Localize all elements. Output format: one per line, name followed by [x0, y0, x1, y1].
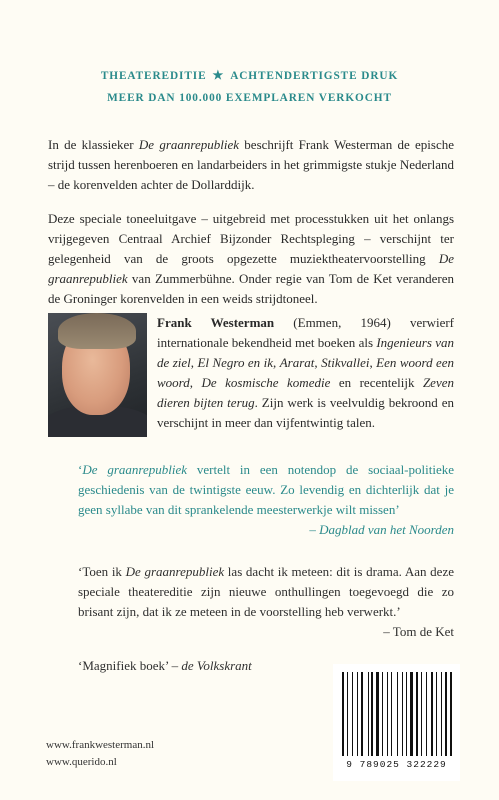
- text-run: Deze speciale toneeluitgave – uitgebreid met processtukken uit het onlangs vrijgegeven Centraal Archief Bijzonder Rechtspleging – verschijnt ter gelegenheid van de groots opgezette muziektheatervoorstelling: [48, 211, 454, 266]
- barcode-bar: [427, 672, 430, 756]
- edition-label: THEATEREDITIE: [100, 70, 207, 82]
- book-title: Een woord een woord: [157, 355, 455, 390]
- book-title: Stikvallei: [321, 355, 370, 370]
- author-bio: [157, 313, 454, 433]
- isbn-number: 9 789025 322229: [346, 759, 447, 770]
- barcode-bar: [421, 672, 422, 756]
- photo-hair: [58, 313, 136, 349]
- barcode-bar: [371, 672, 373, 756]
- isbn-barcode: [333, 664, 460, 781]
- barcode-bar: [397, 672, 398, 756]
- barcode-bar: [419, 672, 420, 756]
- publisher-website: www.querido.nl: [46, 756, 117, 768]
- book-title: El Negro en ik: [197, 355, 274, 370]
- quote-attribution: – Tom de Ket: [383, 624, 454, 639]
- header-line-1: [0, 64, 499, 87]
- text-run: beschrijft Frank Westerman de epische strijd tussen herenboeren en landarbeiders in het grimmigste stukje Nederland – de korenvelden achter de Dollarddijk.: [48, 137, 455, 192]
- barcode-bar: [345, 672, 346, 756]
- barcode-bar: [402, 672, 403, 756]
- text-run: ,: [190, 355, 198, 370]
- author-website: www.frankwesterman.nl: [46, 739, 155, 751]
- author-name: Frank Westerman: [157, 315, 275, 330]
- barcode-bar: [374, 672, 375, 756]
- barcode-bar: [376, 672, 379, 756]
- author-photo: [48, 313, 147, 437]
- website-links: [46, 737, 154, 771]
- barcode-bar: [408, 672, 409, 756]
- barcode-bar: [347, 672, 348, 756]
- barcode-bar: [380, 672, 381, 756]
- quote-dagblad: [78, 460, 454, 520]
- barcode-bar: [406, 672, 408, 756]
- barcode-bar: [416, 672, 418, 756]
- author-section: [48, 313, 454, 433]
- barcode-bar: [352, 672, 353, 756]
- book-title: Ararat: [279, 355, 315, 370]
- barcode-bar: [354, 672, 356, 756]
- text-run: vertelt in een notendop de sociaal-politieke geschiedenis van de twintigste eeuw. Zo levendig en dichterlijk dat je geen syllabe van dit sprankelende meesterwerkje wilt missen’: [78, 462, 454, 517]
- barcode-bars: [342, 672, 452, 756]
- barcode-bar: [399, 672, 401, 756]
- book-title: Ingenieurs van de ziel: [157, 335, 454, 370]
- text-run: las dacht ik meteen: dit is drama. Aan deze speciale theatereditie zijn nieuwe onthullingen toegevoegd die zo brisant zijn, dat ik ze meteen in de voorstelling heb verwerkt.’: [78, 564, 454, 619]
- intro-paragraph-1: [48, 135, 454, 195]
- text-run: ,: [314, 355, 322, 370]
- text-run: In de klassieker: [48, 137, 139, 152]
- print-run-label: ACHTENDERTIGSTE DRUK: [230, 70, 399, 82]
- barcode-bar: [382, 672, 383, 756]
- text-run: (Emmen, 1964) verwierf internationale bekendheid met boeken als: [157, 315, 454, 350]
- text-run: ‘Magnifiek boek’: [78, 658, 169, 673]
- book-title: De kosmische komedie: [201, 375, 331, 390]
- barcode-bar: [387, 672, 389, 756]
- header-line-2: MEER DAN 100.000 EXEMPLAREN VERKOCHT: [107, 92, 392, 104]
- review-quotes: [78, 460, 454, 676]
- barcode-bar: [359, 672, 360, 756]
- barcode-bar: [443, 672, 444, 756]
- quote-source: – Dagblad van het Noorden: [309, 522, 454, 537]
- barcode-bar: [370, 672, 371, 756]
- barcode-bar: [410, 672, 413, 756]
- barcode-bar: [342, 672, 344, 756]
- intro-text: [48, 135, 454, 323]
- barcode-bar: [426, 672, 427, 756]
- book-title: De graanrepubliek: [82, 462, 188, 477]
- barcode-bar: [389, 672, 390, 756]
- barcode-bar: [404, 672, 405, 756]
- barcode-bar: [436, 672, 437, 756]
- text-run: ‘Toen ik: [78, 564, 126, 579]
- edition-header: [0, 64, 499, 109]
- text-run: en recentelijk: [330, 375, 423, 390]
- barcode-bar: [384, 672, 386, 756]
- book-title: Zeven dieren bijten terug: [157, 375, 454, 410]
- text-run: ‘: [78, 462, 83, 477]
- barcode-bar: [393, 672, 396, 756]
- barcode-bar: [448, 672, 449, 756]
- text-run: –: [168, 658, 182, 673]
- book-title: De graanrepubliek: [125, 564, 225, 579]
- text-run: ,: [189, 375, 202, 390]
- quote-source: de Volkskrant: [181, 658, 252, 673]
- quote-tom-de-ket: [78, 562, 454, 642]
- barcode-bar: [368, 672, 369, 756]
- quote-attribution: [78, 520, 454, 540]
- text-run: ,: [273, 355, 280, 370]
- text-run: ,: [369, 355, 377, 370]
- intro-paragraph-2: [48, 209, 454, 309]
- barcode-bar: [364, 672, 367, 756]
- barcode-bar: [431, 672, 433, 756]
- barcode-bar: [450, 672, 452, 756]
- book-title: De graanrepubliek: [48, 251, 454, 286]
- barcode-bar: [414, 672, 415, 756]
- barcode-bar: [438, 672, 440, 756]
- text-run: . Zijn werk is veelvuldig bekroond en verschijnt in meer dan vijfentwintig talen.: [157, 395, 454, 430]
- text-run: van Zummerbühne. Onder regie van Tom de Ket veranderen de Groninger korenvelden in een weids strijdtoneel.: [48, 271, 454, 306]
- barcode-bar: [357, 672, 358, 756]
- barcode-bar: [434, 672, 435, 756]
- barcode-bar: [441, 672, 442, 756]
- barcode-bar: [391, 672, 392, 756]
- star-icon: ★: [212, 68, 225, 82]
- barcode-bar: [445, 672, 448, 756]
- barcode-bar: [361, 672, 363, 756]
- barcode-bar: [423, 672, 425, 756]
- barcode-bar: [349, 672, 352, 756]
- book-title: De graanrepubliek: [138, 137, 240, 152]
